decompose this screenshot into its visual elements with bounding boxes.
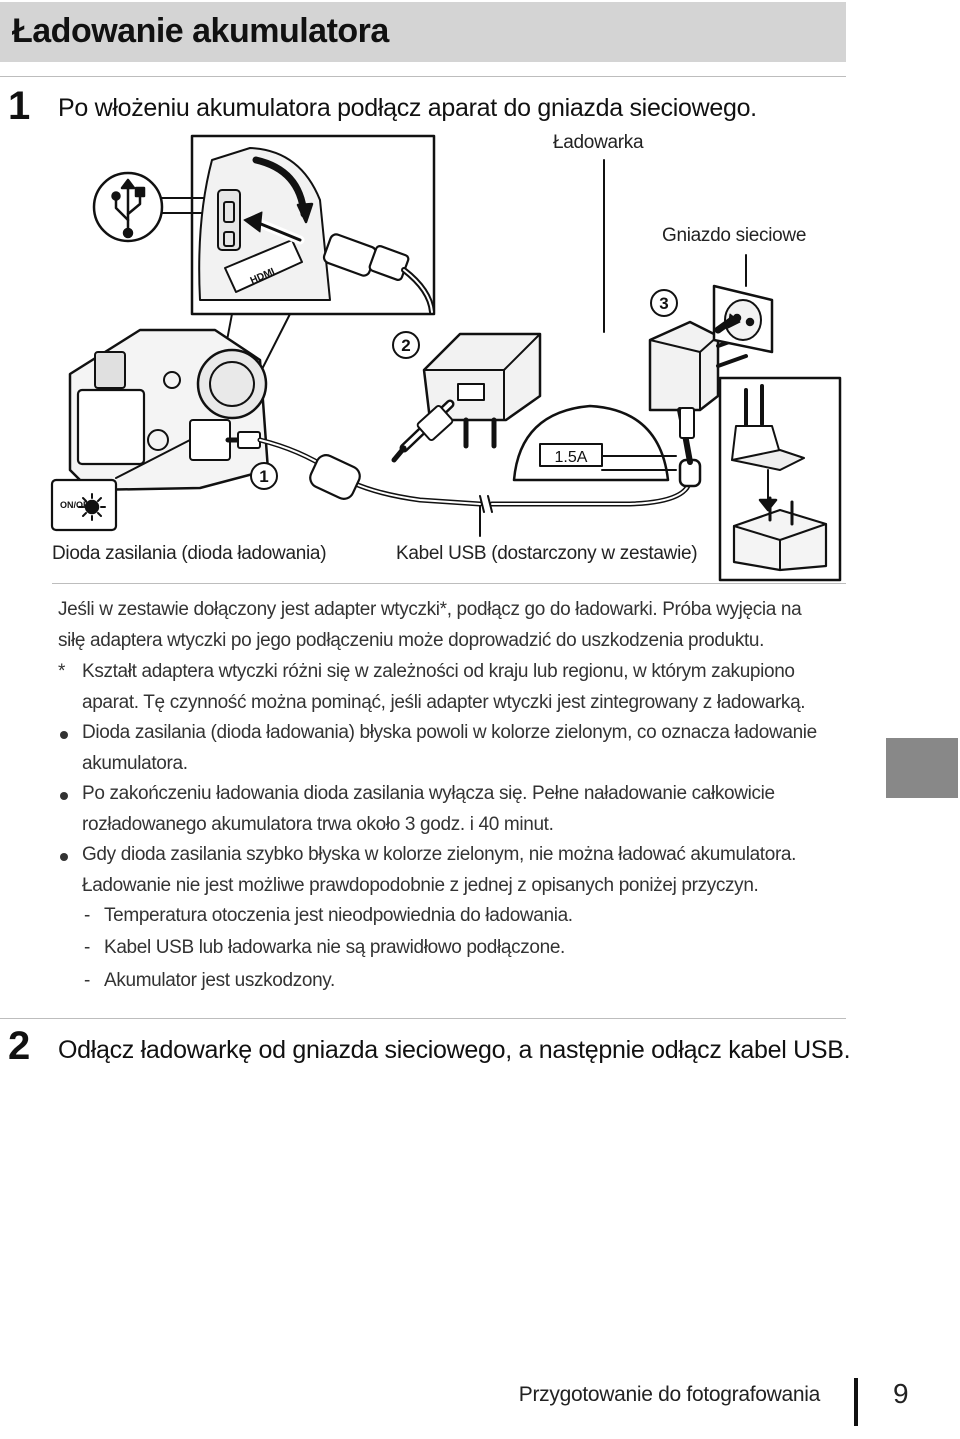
bullet-item: Po zakończeniu ładowania dioda zasilania wyłącza się. Pełne naładowanie całkowicie rozładowanego akumulatora trwa około 3 godz. i 40 minut. (82, 783, 775, 835)
camera-illustration (70, 330, 268, 490)
footnote-text: Kształt adaptera wtyczki różni się w zależności od kraju lub regionu, w którym zakupiono aparat. Tę czynność można pominąć, jeśli adapter wtyczki jest zintegrowany z ładowarką. (82, 661, 806, 713)
intro-paragraph: Jeśli w zestawie dołączony jest adapter wtyczki*, podłącz go do ładowarki. Próba wyjęcia na siłę adaptera wtyczki po jego podłączeniu może doprowadzić do uszkodzenia produktu. (58, 599, 802, 651)
footer-section: Przygotowanie do fotografowania (518, 1383, 820, 1406)
hdmi-label: HDMI (248, 266, 277, 287)
bullet-item: Dioda zasilania (dioda ładowania) błyska powoli w kolorze zielonym, co oznacza ładowanie akumulatora. (82, 722, 817, 774)
callout-3-text: 3 (659, 294, 669, 313)
label-outlet: Gniazdo sieciowe (662, 225, 807, 246)
dash-mark: - (84, 937, 90, 958)
dash-mark: - (84, 905, 90, 926)
figure-divider (52, 583, 846, 584)
plug-adapter-closeup (720, 378, 840, 580)
bullet-dot (60, 792, 68, 800)
port-closeup (192, 136, 434, 314)
wall-outlet-icon (714, 286, 772, 352)
footnote-mark: * (58, 661, 66, 682)
footer-divider (854, 1378, 858, 1426)
callout-1-text: 1 (259, 467, 269, 486)
on-off-label: ON/OFF (60, 500, 94, 510)
callout-3 (651, 290, 677, 316)
step-1-text: Po włożeniu akumulatora podłącz aparat do gniazda sieciowego. (58, 94, 757, 122)
rating-closeup (514, 406, 668, 480)
page-number: 9 (893, 1378, 909, 1409)
section-tab (886, 738, 958, 798)
step-1-number: 1 (8, 84, 31, 128)
bullet-dot (60, 853, 68, 861)
step-divider (0, 1018, 846, 1019)
step-2-number: 2 (8, 1024, 31, 1068)
charging-illustration (0, 0, 960, 600)
dash-mark: - (84, 970, 90, 991)
usb-symbol-icon (94, 173, 162, 241)
callout-2 (393, 332, 419, 358)
label-power-led: Dioda zasilania (dioda ładowania) (52, 543, 327, 564)
bullet-dot (60, 731, 68, 739)
bullet-item: Gdy dioda zasilania szybko błyska w kolorze zielonym, nie można ładować akumulatora. Ładowanie nie jest możliwe prawdopodobnie z jednej z opisanych poniżej przyczyn. (82, 844, 797, 896)
sub-item: Kabel USB lub ładowarka nie są prawidłowo podłączone. (104, 937, 565, 958)
amp-rating: 1.5A (554, 449, 588, 466)
sub-item: Temperatura otoczenia jest nieodpowiednia do ładowania. (104, 905, 573, 926)
callout-2-text: 2 (401, 336, 411, 355)
label-usb-cable: Kabel USB (dostarczony w zestawie) (396, 543, 698, 564)
label-charger: Ładowarka (553, 132, 644, 153)
sub-item: Akumulator jest uszkodzony. (104, 970, 335, 991)
page-title: Ładowanie akumulatora (12, 12, 389, 50)
step-2-text: Odłącz ładowarkę od gniazda sieciowego, a następnie odłącz kabel USB. (58, 1036, 851, 1064)
callout-1 (251, 463, 277, 489)
